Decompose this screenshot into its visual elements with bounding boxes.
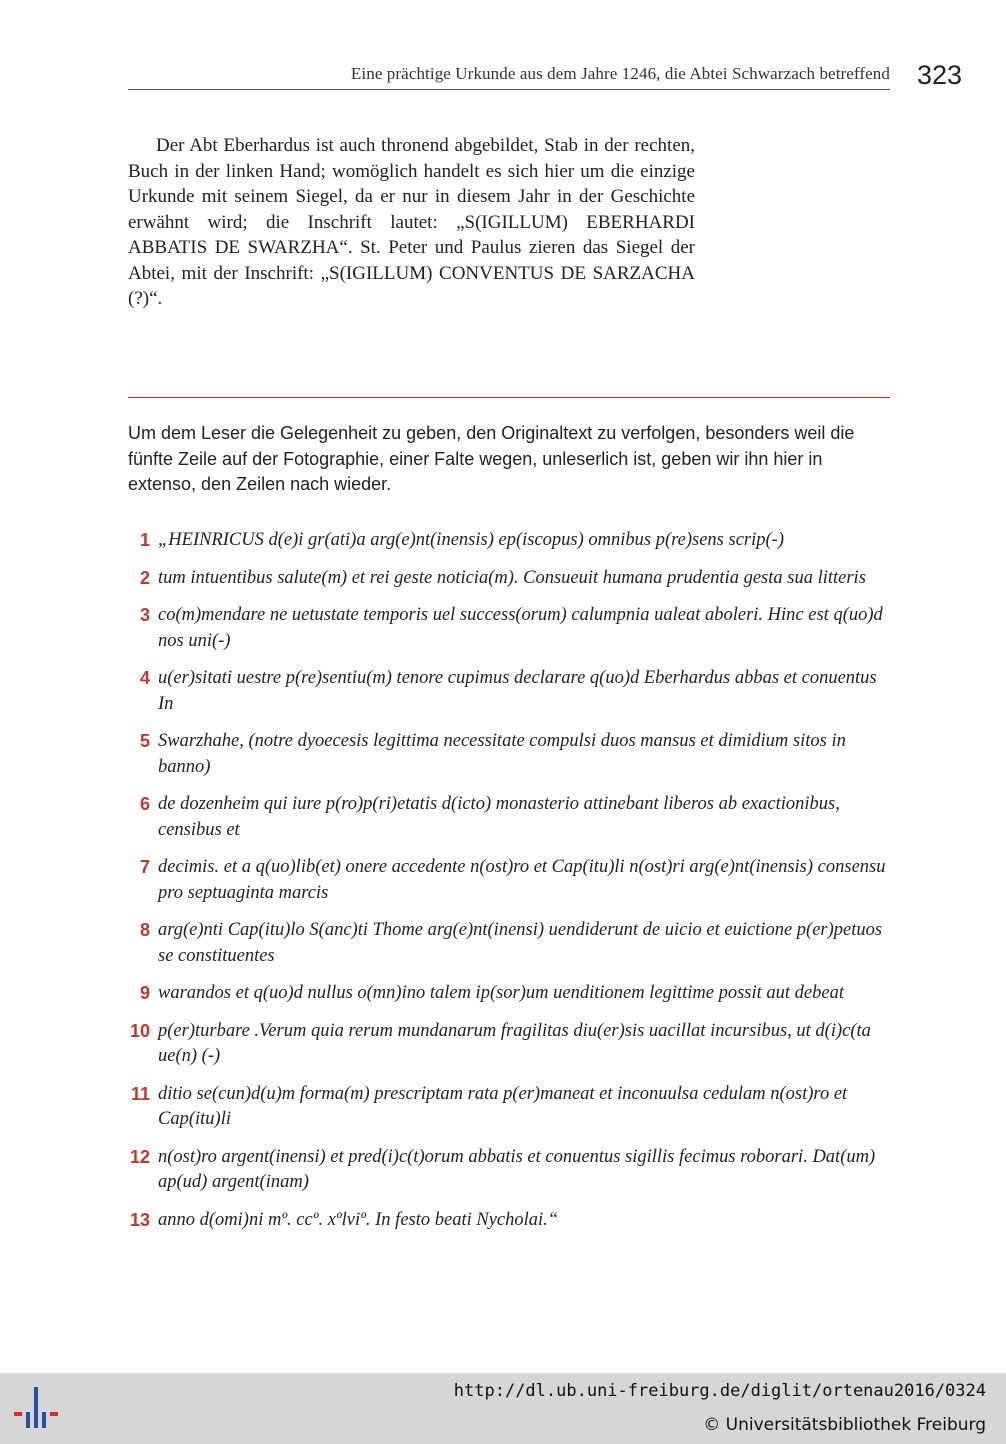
line-number: 2 xyxy=(139,567,150,588)
line-number: 7 xyxy=(139,857,150,877)
transcription-line xyxy=(118,1208,890,1234)
transcription-line xyxy=(118,792,890,843)
line-text: „HEINRICUS d(e)i gr(ati)a arg(e)nt(inensis) ep(iscopus) omnibus p(re)sens scrip(-) xyxy=(158,530,784,550)
header-divider xyxy=(128,89,890,90)
line-number: 11 xyxy=(130,1083,150,1104)
transcription-line xyxy=(118,1082,890,1133)
transcription-line xyxy=(118,1019,890,1070)
line-text: p(er)turbare .Verum quia rerum mundanarum fragilitas diu(er)sis uacillat incursibus, ut d(i)c(ta ue(n) (-) xyxy=(158,1020,871,1066)
library-logo-icon xyxy=(14,1383,64,1435)
transcription-line xyxy=(118,918,890,969)
transcription-line xyxy=(118,729,890,780)
line-number: 1 xyxy=(139,530,150,550)
transcription-line xyxy=(118,528,890,554)
transcription-line xyxy=(118,666,890,717)
intro-paragraph: Der Abt Eberhardus ist auch thronend abgebildet, Stab in der rechten, Buch in der linken Hand; womöglich handelt es sich hier um die einzige Urkunde mit seinem Siegel, da er nur in diesem Jahr in der Geschichte erwähnt wird; die Inschrift lautet: „S(IGILLUM) EBERHARDI ABBATIS DE SWARZHA“. St. Peter und Paulus zieren das Siegel der Abtei, mit der Inschrift: „S(IGILLUM) CONVENTUS DE SARZACHA (?)“. xyxy=(128,135,695,309)
line-text: decimis. et a q(uo)lib(et) onere accedente n(ost)ro et Cap(itu)li n(ost)ri arg(e)nt(inensis) consensu pro septuaginta marcis xyxy=(158,857,886,903)
transcription-list xyxy=(118,528,890,1245)
footer-bar xyxy=(0,1373,1006,1444)
line-number: 12 xyxy=(129,1146,150,1167)
line-number: 9 xyxy=(139,983,150,1003)
transcription-line xyxy=(118,981,890,1007)
transcription-line xyxy=(118,1145,890,1196)
line-number: 4 xyxy=(139,668,150,688)
line-text: n(ost)ro argent(inensi) et pred(i)c(t)orum abbatis et conuentus sigillis fecimus roborari. Dat(um) ap(ud) argent(inam) xyxy=(158,1146,876,1192)
transcription-line xyxy=(118,603,890,654)
line-number: 10 xyxy=(129,1020,150,1041)
line-number: 5 xyxy=(139,731,150,751)
line-text: co(m)mendare ne uetustate temporis uel success(orum) calumpnia ualeat aboleri. Hinc est q(uo)d nos uni(-) xyxy=(158,605,883,651)
transcription-line xyxy=(118,855,890,906)
line-number: 13 xyxy=(129,1209,150,1230)
footer-url-link[interactable]: http://dl.ub.uni-freiburg.de/diglit/ortenau2016/0324 xyxy=(453,1381,986,1401)
transcription-line xyxy=(118,566,890,592)
line-text: warandos et q(uo)d nullus o(mn)ino talem ip(sor)um uenditionem legittime possit aut debeat xyxy=(158,983,844,1003)
line-number: 8 xyxy=(139,920,150,940)
line-text: arg(e)nti Cap(itu)lo S(anc)ti Thome arg(e)nt(inensi) uendiderunt de uicio et euictione p(er)petuos se constituentes xyxy=(158,920,883,966)
note-paragraph: Um dem Leser die Gelegenheit zu geben, den Originaltext zu verfolgen, besonders weil die fünfte Zeile auf der Fotographie, einer Falte wegen, unleserlich ist, geben wir ihn hier in extenso, den Zeilen nach wieder. xyxy=(128,423,855,494)
line-text: de dozenheim qui iure p(ro)p(ri)etatis d(icto) monasterio attinebant liberos ab exactionibus, censibus et xyxy=(158,794,840,840)
line-text: anno d(omi)ni mº. ccº. xºlviº. In festo beati Nycholai.“ xyxy=(158,1209,559,1230)
line-text: ditio se(cun)d(u)m forma(m) prescriptam rata p(er)maneat et inconuulsa cedulam n(ost)ro et Cap(itu)li xyxy=(158,1083,848,1129)
footer-copyright: © Universitätsbibliothek Freiburg xyxy=(703,1415,986,1435)
page-number: 323 xyxy=(916,60,962,90)
line-number: 6 xyxy=(139,794,150,814)
line-number: 3 xyxy=(139,605,150,625)
section-divider xyxy=(128,397,890,398)
line-text: u(er)sitati uestre p(re)sentiu(m) tenore cupimus declarare q(uo)d Eberhardus abbas et conuentus In xyxy=(158,668,877,714)
line-text: tum intuentibus salute(m) et rei geste noticia(m). Consueuit humana prudentia gesta sua litteris xyxy=(158,567,866,588)
line-text: Swarzhahe, (notre dyoecesis legittima necessitate compulsi duos mansus et dimidium sitos in banno) xyxy=(158,731,846,777)
running-header-title: Eine prächtige Urkunde aus dem Jahre 1246, die Abtei Schwarzach betreffend xyxy=(350,64,890,83)
